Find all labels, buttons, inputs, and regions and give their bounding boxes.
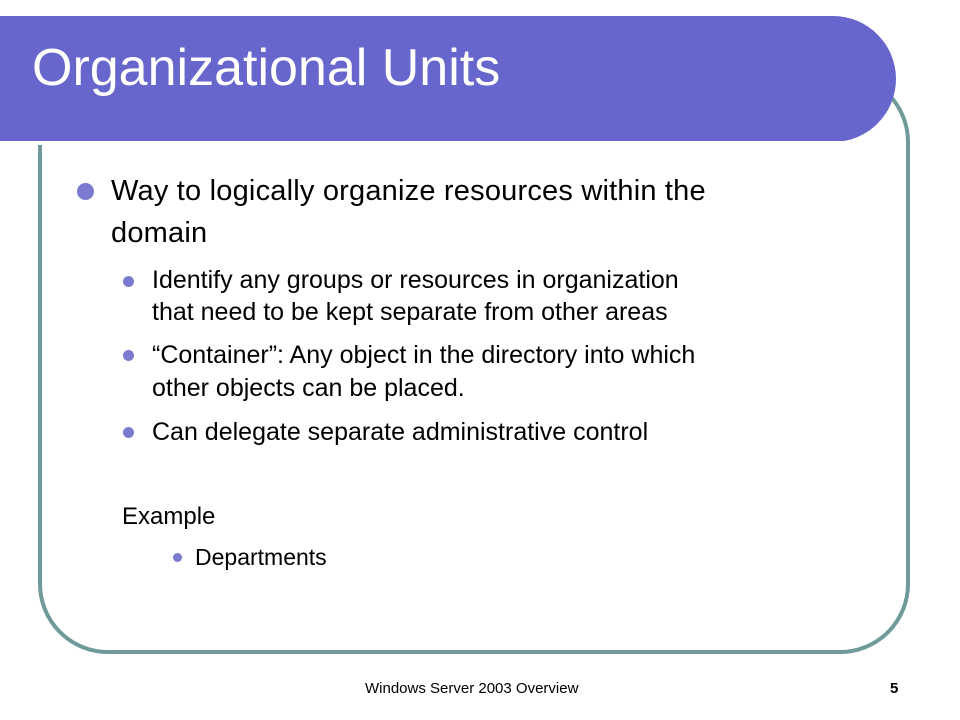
slide-title: Organizational Units — [32, 39, 501, 97]
footer-presentation-title: Windows Server 2003 Overview — [365, 680, 579, 697]
sub-bullet-2-line-1: “Container”: Any object in the directory into which — [152, 341, 696, 369]
sub-bullet-icon — [123, 276, 134, 287]
example-bullet-icon — [173, 553, 182, 562]
main-bullet-line-2: domain — [111, 217, 208, 249]
sub-bullet-2-line-2: other objects can be placed. — [152, 374, 465, 402]
sub-bullet-icon — [123, 350, 134, 361]
sub-bullet-3-line-1: Can delegate separate administrative control — [152, 418, 649, 446]
sub-bullet-1-line-2: that need to be kept separate from other areas — [152, 298, 668, 326]
main-bullet-line-1: Way to logically organize resources within the — [111, 175, 706, 207]
example-label: Example — [122, 503, 216, 530]
main-bullet-icon — [77, 183, 94, 200]
example-item-departments: Departments — [195, 544, 327, 570]
sub-bullet-icon — [123, 427, 134, 438]
sub-bullet-1-line-1: Identify any groups or resources in organization — [152, 266, 679, 294]
page-number: 5 — [890, 680, 899, 697]
title-underline — [0, 141, 848, 145]
